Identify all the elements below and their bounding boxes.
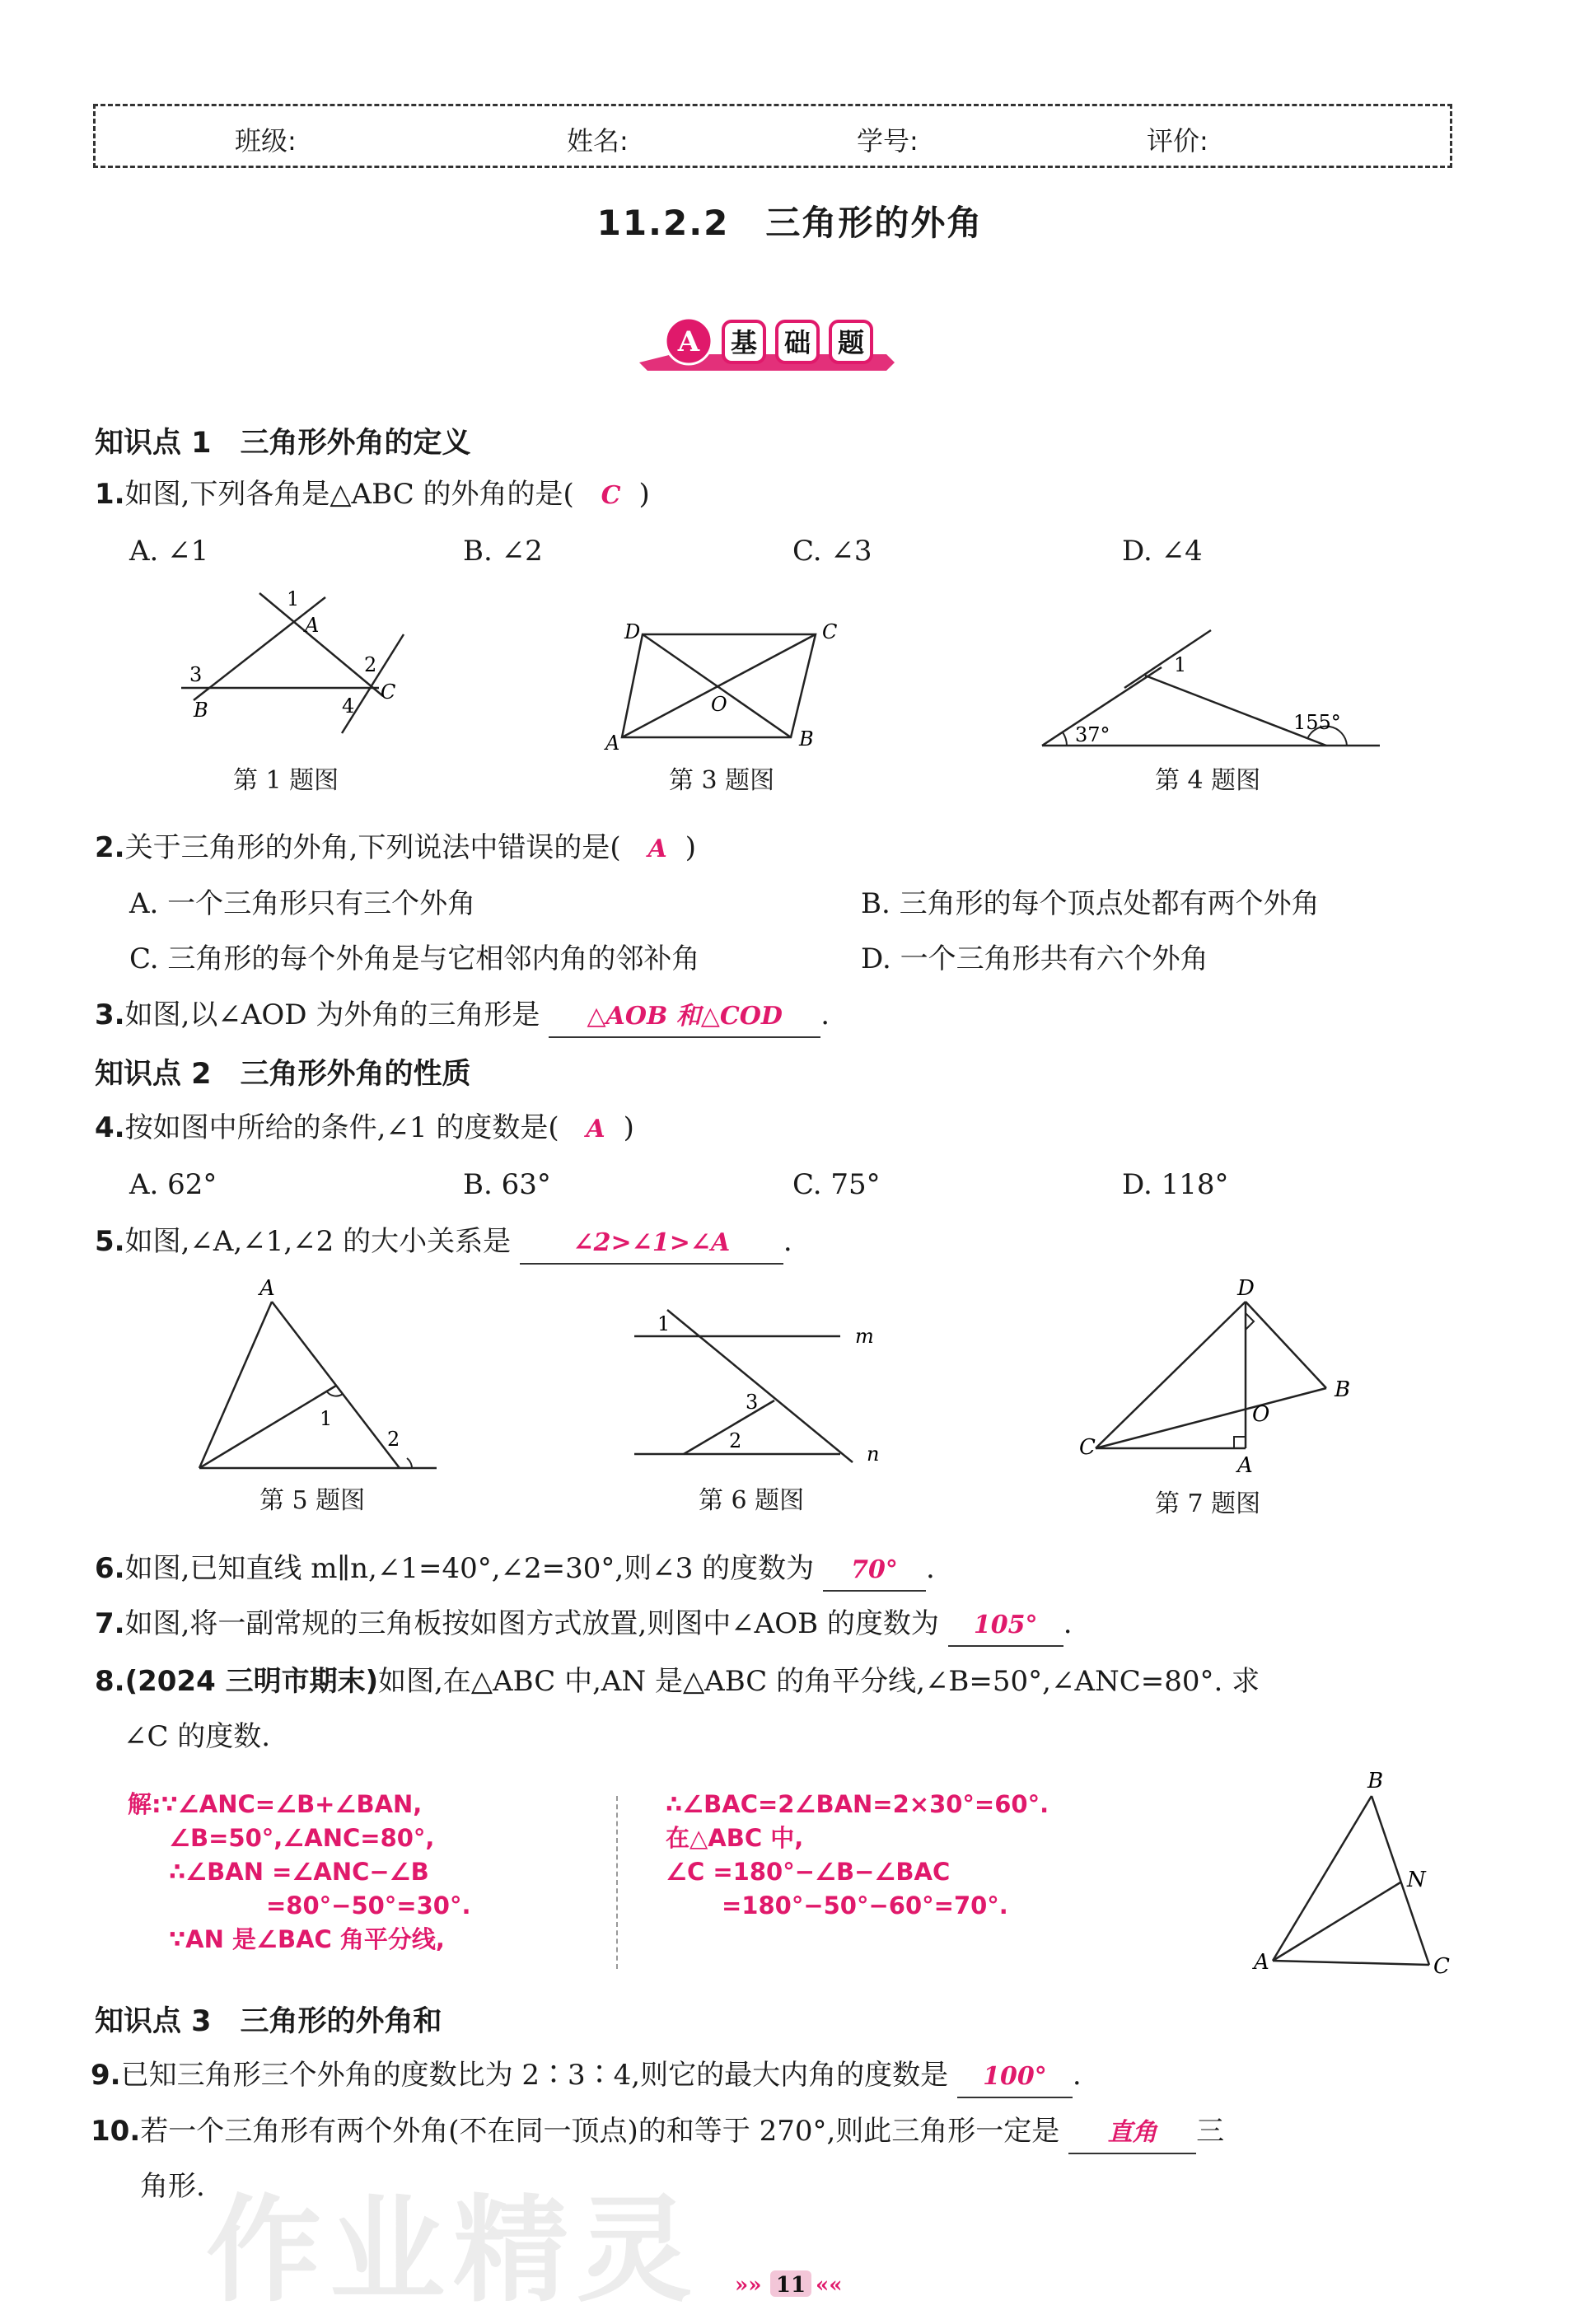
evaluation-label: 评价: xyxy=(1147,125,1208,157)
fig4-caption: 第 4 题图 xyxy=(1155,766,1261,795)
q4-option-a: A. 62° xyxy=(129,1168,217,1201)
q8-source: (2024 三明市期末) xyxy=(124,1665,379,1698)
sol-line-1: 解:∵∠ANC=∠B+∠BAN, xyxy=(128,1790,423,1818)
question-6 xyxy=(95,1549,935,1592)
q10-number: 10. xyxy=(91,2115,141,2148)
q2-option-a: A. 一个三角形只有三个外角 xyxy=(129,887,476,920)
q8-solution-right xyxy=(666,1788,1049,1923)
fig7-label-b: B xyxy=(1335,1377,1351,1402)
sol-line-3: ∴∠BAN =∠ANC−∠B xyxy=(169,1858,429,1886)
q7-number: 7. xyxy=(95,1607,125,1640)
q10-text: 若一个三角形有两个外角(不在同一顶点)的和等于 270°,则此三角形一定是 xyxy=(140,2115,1060,2148)
sol-line-4: =80°−50°=30°. xyxy=(266,1891,471,1920)
fig6-label-2: 2 xyxy=(729,1429,742,1452)
q4-close: ) xyxy=(623,1111,634,1144)
fig8-label-c: C xyxy=(1433,1954,1450,1979)
q8-number: 8. xyxy=(95,1665,125,1698)
q1-option-d: D. ∠4 xyxy=(1122,535,1203,568)
solution-divider xyxy=(616,1796,618,1969)
q6-answer: 70° xyxy=(851,1555,898,1584)
fig1-label-4: 4 xyxy=(342,694,355,718)
q4-option-d: D. 118° xyxy=(1122,1168,1229,1201)
q9-text: 已知三角形三个外角的度数比为 2∶3∶4,则它的最大内角的度数是 xyxy=(120,2059,949,2092)
q10-answer: 直角 xyxy=(1107,2118,1157,2147)
fig1-label-3: 3 xyxy=(189,663,203,686)
badge-letter: A xyxy=(677,325,700,358)
q3-answer: △AOB 和△COD xyxy=(587,1002,783,1031)
fig1-label-a: A xyxy=(305,614,320,637)
q6-end: . xyxy=(925,1552,935,1585)
figure-3 xyxy=(601,614,848,754)
figure-5 xyxy=(181,1277,445,1483)
fig6-label-1: 1 xyxy=(657,1312,671,1335)
q8-solution-left xyxy=(128,1788,470,1957)
fig3-label-b: B xyxy=(799,727,814,751)
q5-number: 5. xyxy=(95,1225,125,1258)
question-10 xyxy=(91,2111,1224,2154)
fig7-label-a: A xyxy=(1237,1453,1253,1478)
q7-answer: 105° xyxy=(973,1611,1038,1639)
fig6-label-m: m xyxy=(855,1325,874,1348)
figure-8 xyxy=(1244,1771,1458,1985)
q1-number: 1. xyxy=(95,478,125,511)
question-9 xyxy=(91,2055,1082,2098)
sol-line-5: ∵AN 是∠BAC 角平分线, xyxy=(169,1925,445,1953)
figure-6 xyxy=(626,1298,890,1471)
sol-line-2: ∠B=50°,∠ANC=80°, xyxy=(169,1824,435,1852)
fig6-label-n: n xyxy=(867,1443,880,1466)
q8-text: 如图,在△ABC 中,AN 是△ABC 的角平分线,∠B=50°,∠ANC=80°. 求 xyxy=(378,1665,1260,1698)
fig3-label-c: C xyxy=(822,620,838,643)
fig6-label-3: 3 xyxy=(746,1391,759,1414)
fig8-label-b: B xyxy=(1367,1771,1384,1793)
q3-text: 如图,以∠AOD 为外角的三角形是 xyxy=(124,998,540,1031)
fig5-label-2: 2 xyxy=(387,1428,400,1451)
q4-answer: A xyxy=(586,1115,605,1143)
fig5-label-a: A xyxy=(259,1277,275,1301)
page-title: 11.2.2 三角形的外角 xyxy=(596,203,984,243)
badge-char-2: 础 xyxy=(783,327,811,358)
q4-option-b: B. 63° xyxy=(463,1168,551,1201)
q2-option-b: B. 三角形的每个顶点处都有两个外角 xyxy=(861,887,1320,920)
question-1 xyxy=(95,475,650,516)
fig3-label-o: O xyxy=(711,693,727,716)
q2-text: 关于三角形的外角,下列说法中错误的是( xyxy=(124,831,621,864)
sol-line-9: =180°−50°−60°=70°. xyxy=(722,1891,1008,1920)
q9-answer: 100° xyxy=(983,2062,1047,2091)
left-arrows-icon: »» xyxy=(735,2273,762,2298)
q1-option-c: C. ∠3 xyxy=(792,535,872,568)
page-number: 11 xyxy=(775,2273,806,2298)
fig7-label-c: C xyxy=(1079,1435,1096,1460)
badge-char-3: 题 xyxy=(837,327,865,358)
fig3-label-d: D xyxy=(624,620,641,643)
student-id-label: 学号: xyxy=(857,125,919,157)
sol-line-8: ∠C =180°−∠B−∠BAC xyxy=(666,1858,951,1886)
question-4 xyxy=(95,1108,634,1149)
question-3 xyxy=(95,995,830,1038)
q6-text: 如图,已知直线 m∥n,∠1=40°,∠2=30°,则∠3 的度数为 xyxy=(124,1552,815,1585)
badge-char-1: 基 xyxy=(730,327,758,358)
fig1-label-1: 1 xyxy=(287,587,300,610)
q3-number: 3. xyxy=(95,998,125,1031)
q2-answer: A xyxy=(647,835,667,863)
section-3-heading: 知识点 3 三角形的外角和 xyxy=(95,2005,442,2038)
question-7 xyxy=(95,1604,1073,1647)
q2-option-d: D. 一个三角形共有六个外角 xyxy=(861,942,1208,975)
q5-end: . xyxy=(783,1225,792,1258)
right-arrows-icon: «« xyxy=(816,2273,843,2298)
question-2 xyxy=(95,828,696,869)
question-5 xyxy=(95,1222,792,1265)
figure-7 xyxy=(1071,1277,1367,1483)
q4-number: 4. xyxy=(95,1111,125,1144)
fig3-caption: 第 3 题图 xyxy=(669,766,775,795)
q1-text: 如图,下列各角是△ABC 的外角的是( xyxy=(124,478,574,511)
name-label: 姓名: xyxy=(567,125,629,157)
fig1-label-c: C xyxy=(381,680,396,704)
q1-option-a: A. ∠1 xyxy=(129,535,209,568)
figure-1 xyxy=(165,581,412,737)
fig7-label-d: D xyxy=(1237,1277,1255,1301)
section-1-heading: 知识点 1 三角形外角的定义 xyxy=(95,427,471,460)
q5-text: 如图,∠A,∠1,∠2 的大小关系是 xyxy=(124,1225,512,1258)
figure-4 xyxy=(1034,622,1388,754)
q10-end: 三 xyxy=(1196,2115,1225,2148)
question-8 xyxy=(95,1662,1260,1701)
fig1-label-b: B xyxy=(194,699,208,722)
fig1-caption: 第 1 题图 xyxy=(233,766,339,795)
q2-option-c: C. 三角形的每个外角是与它相邻内角的邻补角 xyxy=(129,942,700,975)
fig8-label-a: A xyxy=(1254,1950,1269,1975)
q1-answer: C xyxy=(601,481,621,510)
q4-option-c: C. 75° xyxy=(792,1168,881,1201)
q1-option-b: B. ∠2 xyxy=(463,535,543,568)
q3-end: . xyxy=(820,998,830,1031)
fig5-label-1: 1 xyxy=(320,1407,333,1430)
q9-number: 9. xyxy=(91,2059,121,2092)
q2-number: 2. xyxy=(95,831,125,864)
q7-end: . xyxy=(1063,1607,1073,1640)
sol-line-7: 在△ABC 中, xyxy=(666,1824,804,1852)
watermark: 作业精灵 xyxy=(206,2184,701,2318)
fig4-label-1: 1 xyxy=(1174,653,1187,676)
q7-text: 如图,将一副常规的三角板按如图方式放置,则图中∠AOB 的度数为 xyxy=(124,1607,939,1640)
fig1-label-2: 2 xyxy=(364,653,377,676)
fig4-label-155: 155° xyxy=(1293,711,1341,734)
q5-answer: ∠2>∠1>∠A xyxy=(573,1228,731,1257)
fig6-caption: 第 6 题图 xyxy=(699,1486,805,1515)
class-label: 班级: xyxy=(235,125,297,157)
q6-number: 6. xyxy=(95,1552,125,1585)
q8-text-line2: ∠C 的度数. xyxy=(124,1720,271,1753)
q9-end: . xyxy=(1072,2059,1082,2092)
section-2-heading: 知识点 2 三角形外角的性质 xyxy=(95,1058,471,1091)
fig3-label-a: A xyxy=(605,732,620,754)
q10-text-line2: 角形. xyxy=(140,2170,205,2203)
q1-close: ) xyxy=(638,478,650,511)
sol-line-6: ∴∠BAC=2∠BAN=2×30°=60°. xyxy=(666,1790,1049,1818)
basic-questions-badge xyxy=(639,313,895,371)
page-number-badge xyxy=(733,2267,848,2300)
q4-text: 按如图中所给的条件,∠1 的度数是( xyxy=(124,1111,559,1144)
fig8-label-n: N xyxy=(1407,1868,1426,1892)
fig7-caption: 第 7 题图 xyxy=(1155,1489,1261,1518)
q2-close: ) xyxy=(685,831,697,864)
fig4-label-37: 37° xyxy=(1075,723,1110,746)
fig5-caption: 第 5 题图 xyxy=(259,1486,366,1515)
fig7-label-o: O xyxy=(1252,1402,1270,1427)
header-box xyxy=(93,104,1452,168)
